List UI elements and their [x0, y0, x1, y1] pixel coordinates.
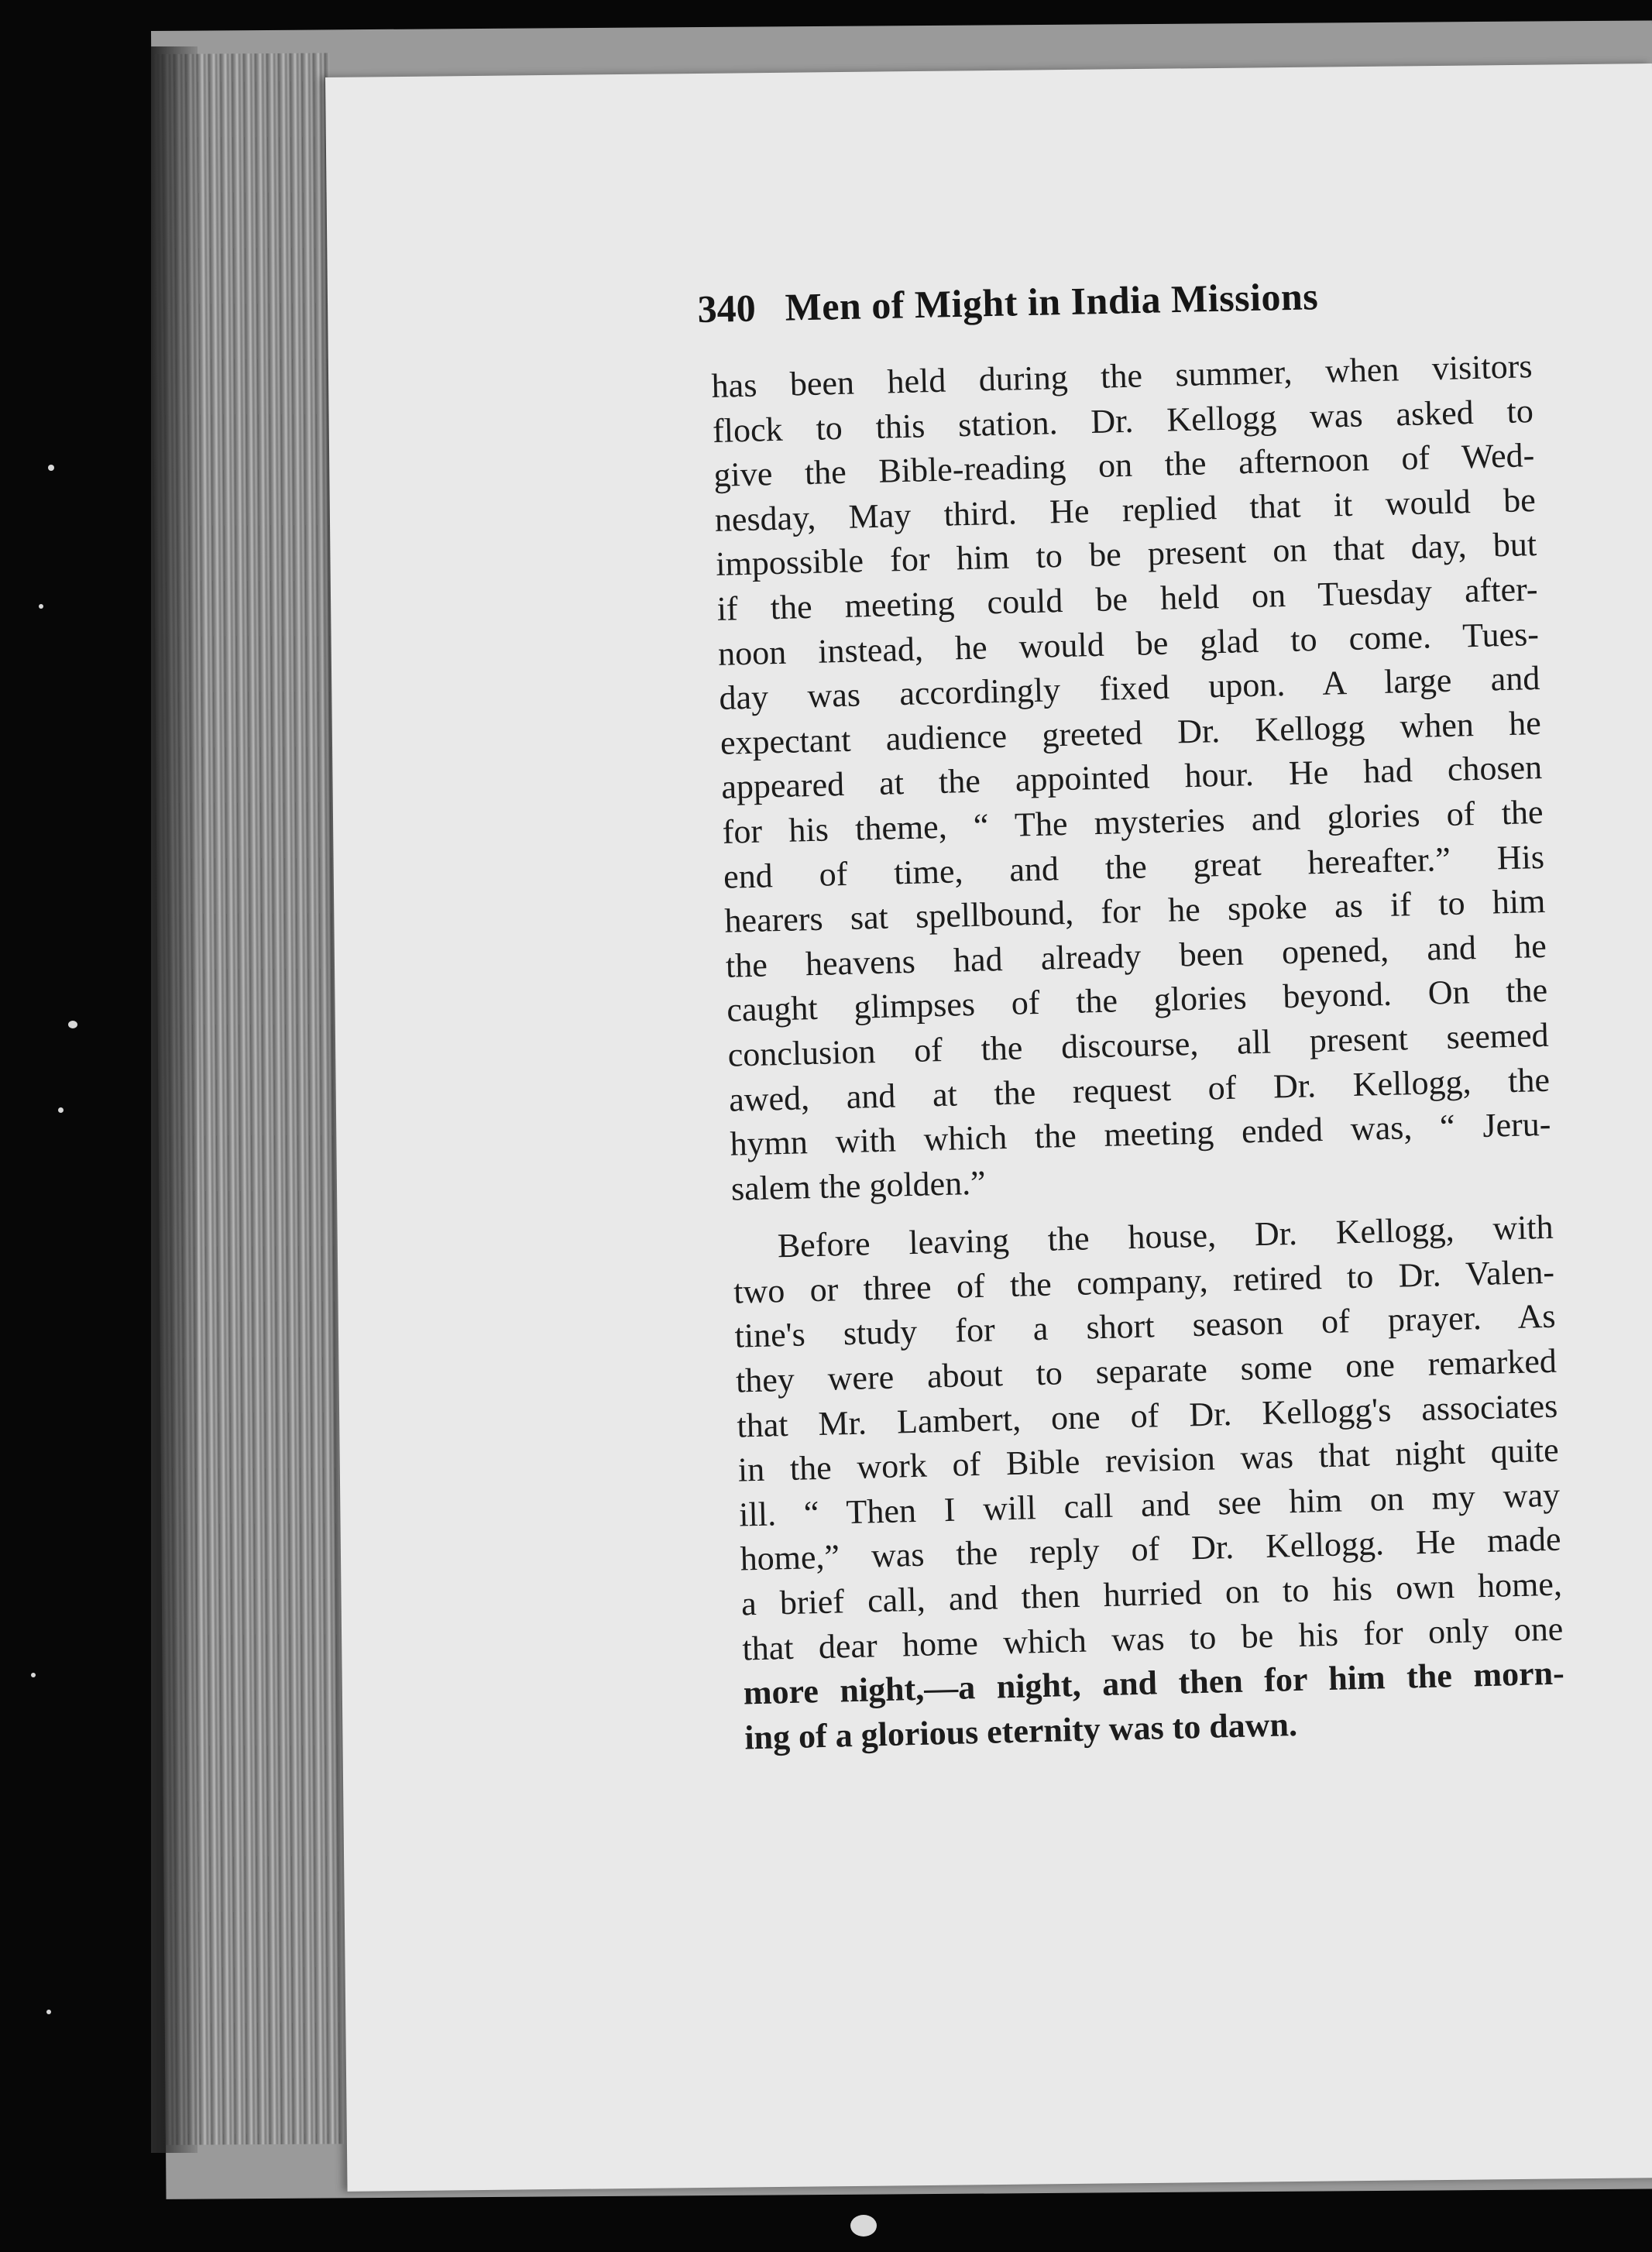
dust-speck [39, 604, 43, 609]
text-line: has been held during the summer, when visitors [711, 347, 1533, 405]
text-line: that dear home which was to be his for only one [741, 1609, 1564, 1668]
text-line: caught glimpses of the glories beyond. On the [726, 971, 1548, 1030]
text-line: impossible for him to be present on that day, but [715, 525, 1537, 584]
paragraph [732, 1205, 1566, 1760]
text-line: ill. “ Then I will call and see him on my way [738, 1475, 1561, 1534]
text-line: end of time, and the great hereafter.” His [723, 837, 1545, 896]
text-line: conclusion of the discourse, all present seemed [727, 1015, 1550, 1074]
text-line: Before leaving the house, Dr. Kellogg, with [777, 1208, 1554, 1265]
text-line: the heavens had already been opened, and he [725, 926, 1547, 985]
text-line: appeared at the appointed hour. He had chosen [720, 748, 1543, 807]
dust-speck [31, 1673, 36, 1677]
text-line: if the meeting could be held on Tuesday after- [716, 569, 1539, 628]
dust-speck [48, 465, 54, 471]
text-line: noon instead, he would be glad to come. Tues- [717, 614, 1540, 673]
text-line: expectant audience greeted Dr. Kellogg when he [720, 703, 1542, 762]
text-line: in the work of Bible revision was that night quite [737, 1430, 1560, 1489]
text-line: a brief call, and then hurried on to his own home, [740, 1564, 1563, 1623]
text-line: salem the golden.” [730, 1163, 987, 1208]
text-line: more night,—a night, and then for him the morn- [743, 1653, 1565, 1712]
text-line: ing of a glorious eternity was to dawn. [744, 1704, 1298, 1757]
dust-speck [46, 2010, 51, 2014]
text-line: flock to this station. Dr. Kellogg was asked to [712, 391, 1534, 450]
page-number: 340 [697, 286, 757, 331]
body-text [711, 344, 1566, 1760]
text-line: that Mr. Lambert, one of Dr. Kellogg's associates [736, 1386, 1558, 1445]
paragraph [711, 344, 1552, 1211]
text-line: day was accordingly fixed upon. A large and [718, 659, 1540, 718]
text-line: they were about to separate some one remarked [735, 1341, 1558, 1400]
text-line: nesday, May third. He replied that it would be [714, 480, 1537, 539]
dust-speck [68, 1021, 77, 1028]
binding-shadow [151, 46, 197, 2153]
text-line: for his theme, “ The mysteries and glories of the [722, 792, 1544, 851]
text-line: awed, and at the request of Dr. Kellogg, the [728, 1060, 1551, 1119]
text-line: two or three of the company, retired to Dr. Valen- [733, 1252, 1555, 1311]
dust-speck [850, 2215, 877, 2237]
text-line: give the Bible-reading on the afternoon of Wed- [713, 436, 1535, 495]
running-title: Men of Might in India Missions [784, 274, 1319, 329]
text-line: home,” was the reply of Dr. Kellogg. He made [740, 1520, 1562, 1578]
text-line: tine's study for a short season of prayer. As [734, 1297, 1556, 1356]
dust-speck [58, 1107, 64, 1113]
text-line: hymn with which the meeting ended was, “ Jeru- [730, 1104, 1551, 1163]
text-line: hearers sat spellbound, for he spoke as if to him [723, 882, 1546, 940]
